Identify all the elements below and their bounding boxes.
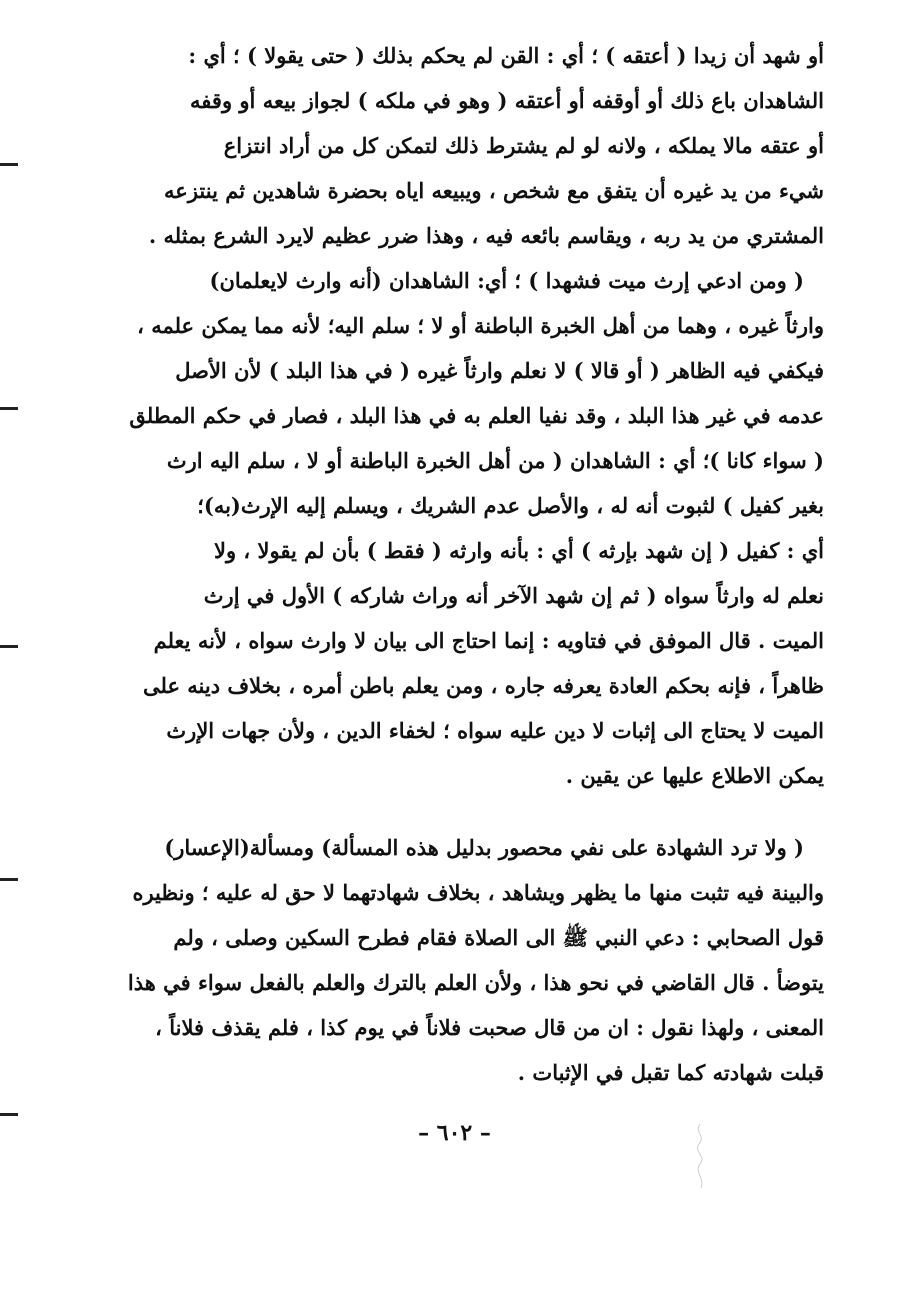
text-line: قبلت شهادته كما تقبل في الإثبات . — [517, 1060, 824, 1085]
text-line: ( ومن ادعي إرث ميت فشهدا ) ؛ أي: الشاهدان (أنه وارث لايعلمان) — [209, 268, 804, 293]
text-line: يمكن الاطلاع عليها عن يقين . — [565, 763, 824, 788]
text-line: عدمه في غير هذا البلد ، وقد نفيا العلم به في هذا البلد ، فصار في حكم المطلق — [129, 403, 824, 428]
paragraph-1 — [104, 33, 824, 258]
text-line: أي : كفيل ( إن شهد بإرثه ) أي : بأنه وارثه ( فقط ) بأن لم يقولا ، ولا — [214, 538, 824, 563]
text-line: شيء من يد غيره أن يتفق مع شخص ، ويبيعه اياه بحضرة شاهدين ثم ينتزعه — [164, 178, 824, 203]
main-text-continued — [104, 825, 824, 1095]
text-line: المشتري من يد ربه ، ويقاسم بائعه فيه ، وهذا ضرر عظيم لايرد الشرع بمثله . — [148, 223, 824, 248]
text-line: يتوضأ . قال القاضي في نحو هذا ، ولأن العلم بالترك والعلم بالفعل سواء في هذا — [127, 970, 824, 995]
text-line: فيكفي فيه الظاهر ( أو قالا ) لا نعلم وارثاً غيره ( في هذا البلد ) لأن الأصل — [175, 358, 824, 383]
text-line: والبينة فيه تثبت منها ما يظهر ويشاهد ، بخلاف شهادتهما لا حق له عليه ؛ ونظيره — [132, 880, 824, 905]
text-line: قول الصحابي : دعي النبي ﷺ الى الصلاة فقام فطرح السكين وصلى ، ولم — [173, 925, 824, 950]
page-number: – ٦٠٢ – — [418, 1120, 491, 1146]
text-line: وارثاً غيره ، وهما من أهل الخبرة الباطنة أو لا ؛ سلم اليه؛ لأنه مما يمكن علمه ، — [137, 313, 824, 338]
text-line: بغير كفيل ) لثبوت أنه له ، والأصل عدم الشريك ، ويسلم إليه الإرث(به)؛ — [197, 493, 824, 518]
text-line: ظاهراً ، فإنه بحكم العادة يعرفه جاره ، ومن يعلم باطن أمره ، بخلاف دينه على — [143, 673, 824, 698]
margin-mark — [0, 645, 18, 648]
text-line: الميت لا يحتاج الى إثبات لا دين عليه سواه ؛ لخفاء الدين ، ولأن جهات الإرث — [166, 718, 824, 743]
margin-mark — [0, 407, 18, 410]
text-line: أو عتقه مالا يملكه ، ولانه لو لم يشترط ذلك لتمكن كل من أراد انتزاع — [223, 133, 824, 158]
paragraph-3 — [104, 825, 824, 1095]
pencil-scribble-icon — [690, 1122, 720, 1192]
text-line: الميت . قال الموفق في فتاويه : إنما احتاج الى بيان لا وارث سواه ، لأنه يعلم — [153, 628, 824, 653]
margin-mark — [0, 163, 18, 166]
text-line: المعنى ، ولهذا نقول : ان من قال صحبت فلاناً في يوم كذا ، فلم يقذف فلاناً ، — [155, 1015, 824, 1040]
main-text — [104, 33, 824, 798]
margin-mark — [0, 1113, 18, 1116]
text-line: الشاهدان باع ذلك أو أوقفه أو أعتقه ( وهو في ملكه ) لجواز بيعه أو وقفه — [190, 88, 824, 113]
text-line: نعلم له وارثاً سواه ( ثم إن شهد الآخر أنه وراث شاركه ) الأول في إرث — [203, 583, 824, 608]
text-line: ( ولا ترد الشهادة على نفي محصور بدليل هذه المسألة) ومسألة(الإعسار) — [164, 835, 804, 860]
paragraph-2 — [104, 258, 824, 798]
margin-mark — [0, 878, 18, 881]
text-line: أو شهد أن زيدا ( أعتقه ) ؛ أي : القن لم يحكم بذلك ( حتى يقولا ) ؛ أي : — [188, 43, 824, 68]
text-line: ( سواء كانا )؛ أي : الشاهدان ( من أهل الخبرة الباطنة أو لا ، سلم اليه ارث — [166, 448, 824, 473]
